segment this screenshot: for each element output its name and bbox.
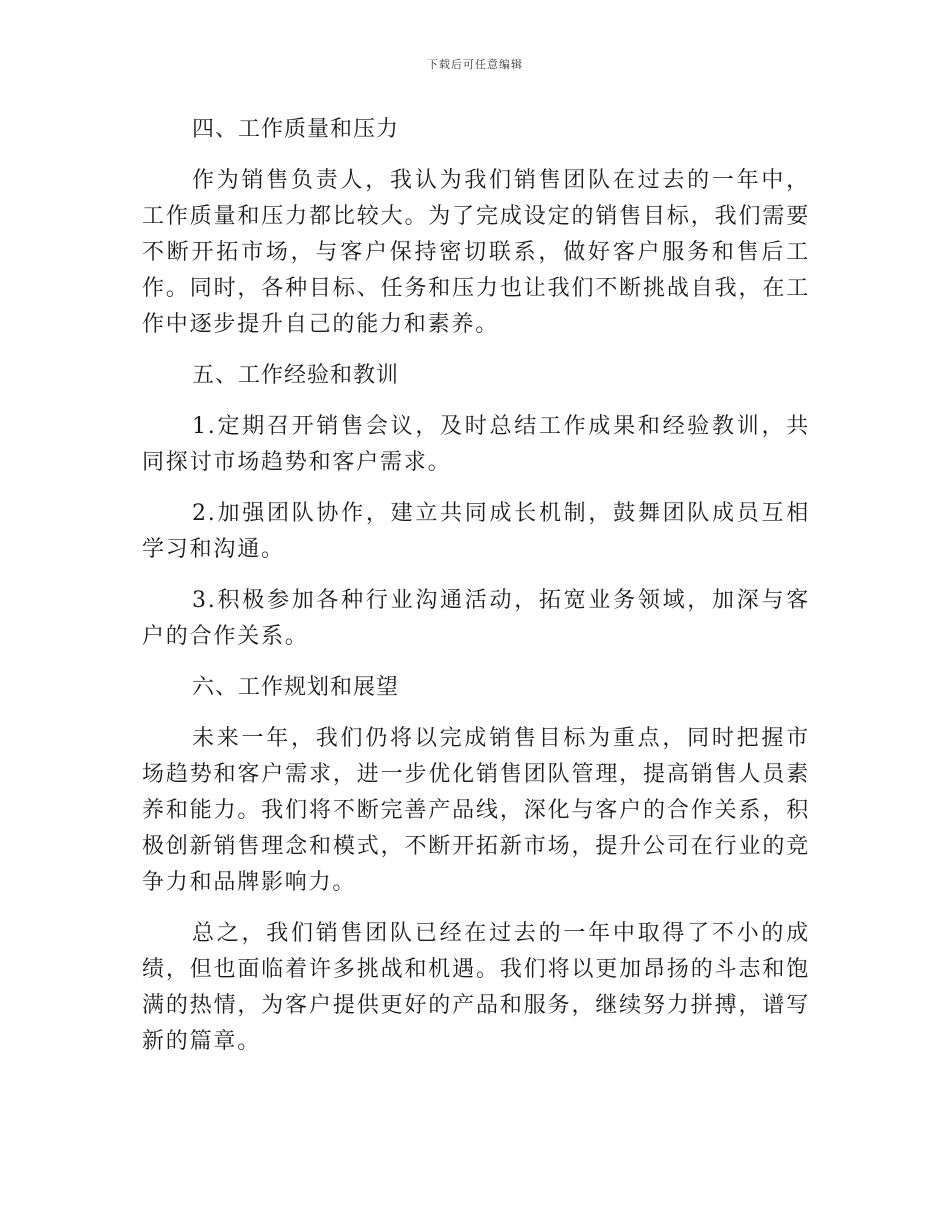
list-item: 2.加强团队协作，建立共同成长机制，鼓舞团队成员互相学习和沟通。 (142, 501, 810, 562)
section-heading: 四、工作质量和压力 (192, 117, 400, 142)
list-item: 1.定期召开销售会议，及时总结工作成果和经验教训，共同探讨市场趋势和客户需求。 (142, 414, 810, 475)
section-heading: 六、工作规划和展望 (192, 675, 400, 700)
section-heading: 五、工作经验和教训 (192, 363, 400, 388)
page-header: 下载后可任意编辑 (427, 58, 523, 71)
section-work-quality (142, 112, 810, 343)
section-planning (142, 670, 810, 1060)
paragraph: 作为销售负责人，我认为我们销售团队在过去的一年中，工作质量和压力都比较大。为了完成设定的销售目标，我们需要不断开拓市场，与客户保持密切联系，做好客户服务和售后工作。同时，各种目标、任务和压力也让我们不断挑战自我，在工作中逐步提升自己的能力和素养。 (142, 168, 810, 337)
document-body (142, 112, 810, 1075)
paragraph: 总之，我们销售团队已经在过去的一年中取得了不小的成绩，但也面临着许多挑战和机遇。我们将以更加昂扬的斗志和饱满的热情，为客户提供更好的产品和服务，继续努力拼搏，谱写新的篇章。 (142, 921, 810, 1054)
paragraph: 未来一年，我们仍将以完成销售目标为重点，同时把握市场趋势和客户需求，进一步优化销售团队管理，提高销售人员素养和能力。我们将不断完善产品线，深化与客户的合作关系，积极创新销售理念和模式，不断开拓新市场，提升公司在行业的竞争力和品牌影响力。 (142, 726, 810, 895)
section-experience (142, 358, 810, 655)
list-item: 3.积极参加各种行业沟通活动，拓宽业务领域，加深与客户的合作关系。 (142, 588, 810, 649)
